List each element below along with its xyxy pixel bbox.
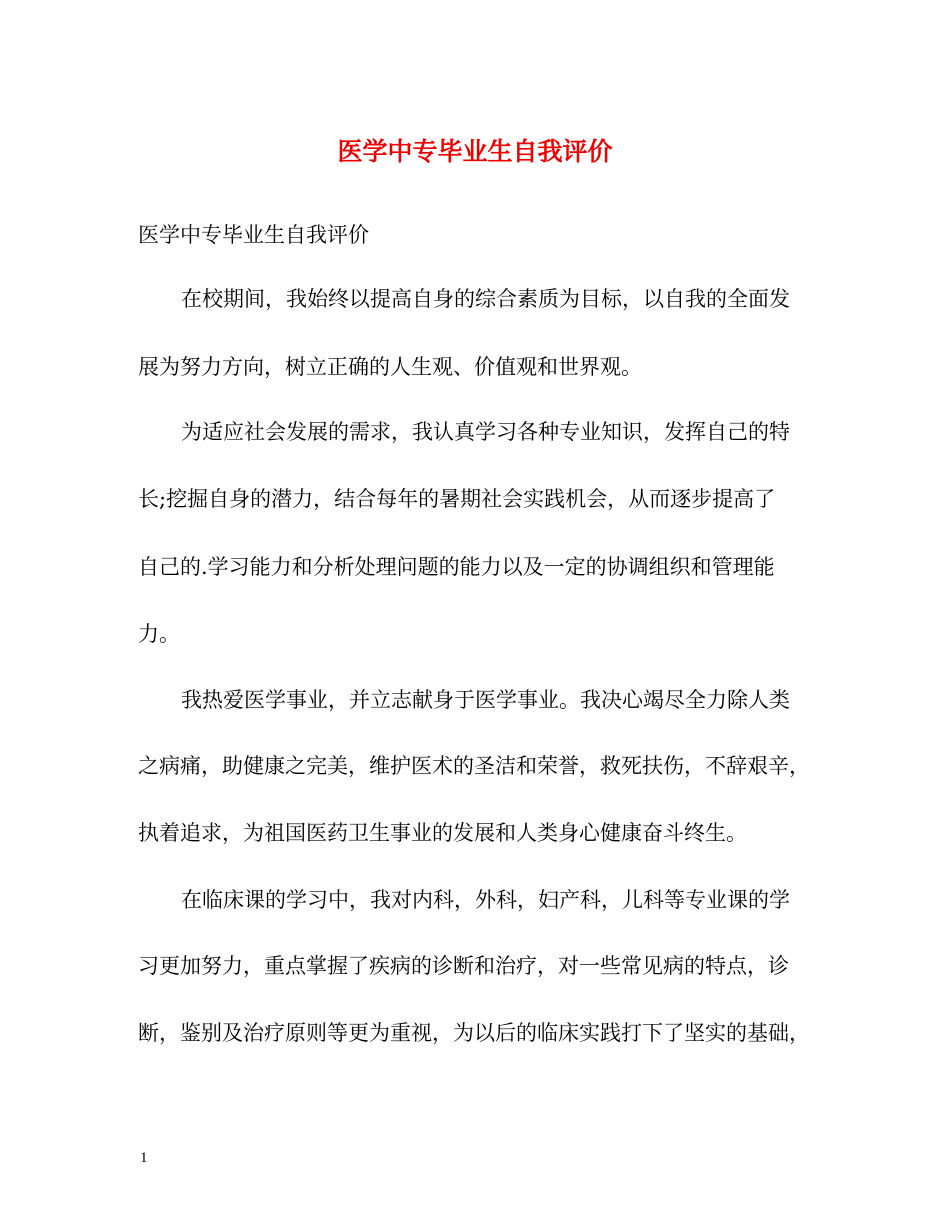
paragraph-3-line-3: 执着追求，为祖国医药卫生事业的发展和人类身心健康奋斗终生。 bbox=[138, 821, 747, 845]
paragraph-2-line-1: 为适应社会发展的需求，我认真学习各种专业知识，发挥自己的特 bbox=[181, 420, 790, 444]
paragraph-3-line-1: 我热爱医学事业，并立志献身于医学事业。我决心竭尽全力除人类 bbox=[181, 688, 790, 712]
paragraph-4-line-1: 在临床课的学习中，我对内科，外科，妇产科，儿科等专业课的学 bbox=[181, 888, 790, 912]
page-number: 1 bbox=[140, 1150, 148, 1166]
paragraph-4-line-3: 断，鉴别及治疗原则等更为重视，为以后的临床实践打下了坚实的基础， bbox=[138, 1021, 810, 1045]
paragraph-2-line-4: 力。 bbox=[138, 622, 180, 646]
paragraph-1-line-1: 在校期间，我始终以提高自身的综合素质为目标，以自我的全面发 bbox=[181, 287, 790, 311]
paragraph-2-line-2: 长;挖掘自身的潜力，结合每年的暑期社会实践机会，从而逐步提高了 bbox=[138, 487, 776, 511]
paragraph-1-line-2: 展为努力方向，树立正确的人生观、价值观和世界观。 bbox=[138, 355, 642, 379]
paragraph-3-line-2: 之病痛，助健康之完美，维护医术的圣洁和荣誉，救死扶伤，不辞艰辛， bbox=[138, 754, 810, 778]
document-subtitle: 医学中专毕业生自我评价 bbox=[138, 223, 369, 247]
paragraph-4-line-2: 习更加努力，重点掌握了疾病的诊断和治疗，对一些常见病的特点，诊 bbox=[138, 954, 789, 978]
paragraph-2-line-3: 自己的.学习能力和分析处理问题的能力以及一定的协调组织和管理能 bbox=[138, 555, 775, 579]
document-title: 医学中专毕业生自我评价 bbox=[337, 137, 613, 166]
